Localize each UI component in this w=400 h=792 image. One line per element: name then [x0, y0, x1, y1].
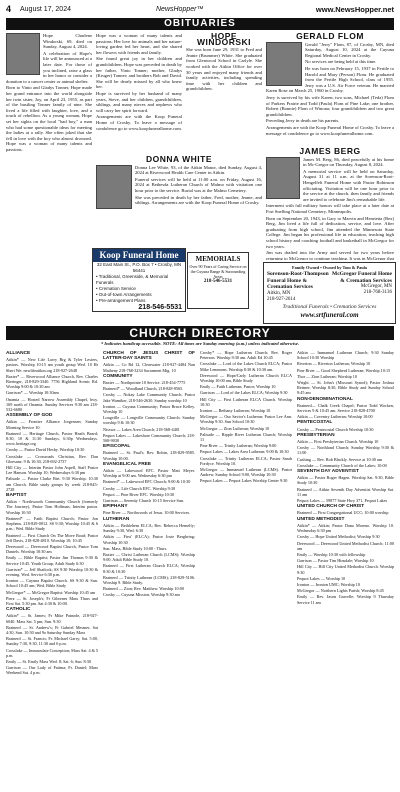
sorenson-right-phone: 218-768-3136: [363, 290, 392, 295]
church-listing: Sun. Mass, Bible Study 10:00 - Thurs.: [103, 545, 168, 551]
paragraph: Preceding Jerry in death are his parents.: [266, 118, 340, 124]
church-listing: Crosslake — Community Church of the Lakes; 10:00: [297, 462, 387, 468]
section-heading: CATHOLIC: [6, 607, 31, 613]
church-listing: Riverton — Riverton Lutheran; Worship 10: [297, 361, 371, 367]
church-listing: Ironton — Cuyuna Baptist Church. SS 9:30 & Sun. School 10:45 am; Wed. Bible Study: [6, 578, 98, 589]
hope-name: HOPE WINDORSKI: [196, 33, 252, 47]
church-listing: Crosby* — Hope Lutheran Church; Rev. Roger Peterson. Worship 9:30 am. Adult Ed 10:45: [200, 350, 292, 361]
sorenson-url[interactable]: www.srtfuneral.com: [300, 310, 359, 319]
church-listing: Crosby — Pastor David Hesby. Worship 10:30: [6, 447, 85, 453]
church-listing: Pequot — Pine River EFC. Worship 10:30: [103, 491, 175, 497]
section-heading: EPIPHANY: [103, 504, 128, 510]
church-listing: Deerwood — Deerwood Baptist Church, Pastor Tom Daniels. Worship 10:30 am: [6, 543, 98, 555]
church-banner-text: CHURCH DIRECTORY: [129, 326, 271, 340]
church-listing: McGregor — Zion Lutheran; Worship 10: [200, 425, 270, 431]
donna-name: DONNA WHITE: [145, 156, 213, 164]
paragraph: Hope Charlene Windorski, 69, died on Sunday, August 4, 2024.: [43, 33, 92, 50]
church-directory-banner: [6, 326, 394, 340]
church-listing: Emily — St. Emily Mass Wed. 8; Sat. 6; Sun. 8:30: [6, 658, 91, 664]
church-col-3: [200, 350, 292, 788]
church-listing: Garrison — Lord of the Lakes ELCA; Worship 9:30: [200, 390, 288, 396]
church-listing: Aitkin — Coventry Lutheran; Worship 10:00: [297, 414, 373, 420]
church-listing: Hill City — Hill City United Methodist Church. Worship 9:30: [297, 564, 394, 575]
church-listing: Palisade — Ripple River Lutheran Church; Worship 11: [200, 431, 292, 443]
sorenson-left-name: Sorenson-Root-Thompson Funeral Home & Cremation Services: [267, 271, 329, 290]
church-listing: McGregor — Immanuel Lutheran (LCMS). Pastor Andrew. Sunday School 9:00, Worship 10:30: [200, 467, 292, 478]
james-name: JAMES BERG: [299, 148, 361, 156]
church-listing: Wright — St. John's (Missouri Synod); Pastor Joshua Reimer; Worship 8:30, Bible Study and Sunday School 9:45 am: [297, 380, 394, 396]
church-listing: Aitkin* — St. James; Fr Mike Patnode, 218-927-6040. Mass Sat. 5 pm; Sun. 9:30: [6, 613, 98, 624]
church-listing: Hill City — First Lutheran ELCA Church. Worship 10:30: [200, 396, 292, 407]
section-heading: CHURCH OF JESUS CHRIST OF LATTER-DAY SAINTS: [103, 351, 195, 362]
church-listing: Garrison — Pastor Tim Hinsdale; Worship 10: [297, 558, 374, 564]
paragraph: Jim was drafted into the Army and served for two years before returning to McGregor to continue teaching. It was in McGregor that: [266, 250, 394, 260]
church-listing: Brainerd* — Lakewood EFC Church; 9:00 & 10:30: [103, 479, 191, 485]
paragraph: Born to Vinto and Gladys Tonner, Hope made her grand entrance into the world alongside her twin sister, Joy, on April 23, 1955, as part of the bustling Tonner family of nine. She lived a life filled with laughter, love, and a touch of rebellion. As a young woman, Hope set her sights on the local "bad boy," a man who had some questionable ideas for meeting the ladies at a rally. She often joked that she fell in love with the boy who almost drowned. Hope was a woman of many talents and passions.: [6, 85, 92, 152]
church-listing: Baxter — Christ Lutheran Church (LCMS); Worship 9:00. Adult Bible Study 10.: [103, 551, 195, 563]
list-item: • Cremation Service: [96, 286, 136, 291]
section-heading: UNITED METHODIST: [297, 516, 345, 522]
church-listing: Aitkin — Immanuel Lutheran Church; 9:30 Sunday School 10:30 Worship: [297, 350, 394, 361]
church-listing: Crosslake — Immaculate Conception; Mass Sat. 4 & 5 p.m.: [6, 647, 98, 658]
paragraph: Interment with full military honors will take place at a later date at Fort Snelling National Cemetery, Minneapolis.: [266, 203, 394, 214]
paragraph: James M. Berg, 86, died peacefully at his home in Mc-Gregor on Thursday, August 8, 2024.: [303, 156, 394, 168]
issue-date: August 17, 2024: [20, 6, 71, 13]
church-listing: Brainerd — First Church On The Move Road; Pastor Jeff Davis, 218-828-4810. Worship 10; 10:45: [6, 532, 98, 543]
section-heading: EPISCOPAL: [103, 444, 131, 450]
church-listing: Brainerd— Chalk Creek Chapel; Pastor Todd Wocken, Services 9 & 10:45 am. Service 218-828-4700: [297, 402, 394, 414]
church-listing: Pequot Lakes — Worship 10: [297, 575, 346, 581]
church-listing: Aitkin — Pastor Roger Hagen. Worship Sat. 9:30, Bible Study 10:30: [297, 475, 394, 486]
paragraph: Hope is survived by her husband of many years, Steve, and her children, grandchildren, siblings, and many nieces and nephews who will carry her spirit forward.: [96, 90, 182, 113]
sorenson-left: [267, 271, 329, 303]
paragraph: Gerald "Jerry" Flom, 87, of Crosby, MN, died Saturday, August 10, 2024 at the Cuyuna Regional Medical Center in Crosby.: [305, 41, 394, 58]
church-listing: Pequot Lakes — Lakes Area Lutheran; 9:00 & 10:30: [200, 449, 289, 455]
church-listing: Deerwood — Hope/Carly Lutheran Church ELCA Worship 10:00 am, Bible Study: [200, 372, 292, 384]
koop-title: Koop Funeral Home: [93, 249, 185, 262]
church-listing: Crosslake — Trinity Lutheran ELCA; Pastor Sarah Fordyce. Worship 10.: [200, 455, 292, 466]
church-listing: Longville — Longville Community Church; Sunday worship 9 & 10:30: [103, 415, 195, 426]
obit-james: [266, 148, 394, 260]
church-col-2: [103, 350, 195, 788]
church-listing: Emily — Bible Baptist; Pastor Jim Thomas 9:30 & Service 10:45. Youth Group, Adult Study 6:30: [6, 555, 98, 566]
paragraph: No services are being held at this time.: [305, 59, 377, 65]
church-listing: Brainerd — First Lutheran Church ELCA; Worship 8:30 & 10:30: [103, 563, 195, 574]
church-listing: Crosby — Pentecostal Church Worship 10:30: [297, 426, 374, 432]
page-number: 4: [6, 4, 12, 14]
sorenson-tagline-1: Traditional Funerals • Cremation Services: [282, 303, 377, 310]
church-listing: Pine River — Trinity Lutheran; Worship 9:00: [200, 443, 277, 449]
section-heading: PRESBYTERIAN: [297, 432, 335, 438]
church-listing: McGregor — Our Savior's Lutheran; Pastor Lee Ann. Worship 9:30. Sun School 10:30: [200, 414, 292, 425]
church-listing: Crosslake — Crossroads Christian, Rev. Dan Gloesanz. 9 & 10:30, 218-692-2737: [6, 453, 98, 464]
church-listing: Garrison* — Worship 10:30am: [6, 390, 59, 396]
sorenson-heading: Family Owned • Owned by Tom & Paula: [292, 265, 367, 270]
church-listing: Emily — Rev. Jason Gravelle; Worship 9 Thursday Service 11 am: [297, 594, 394, 605]
obituaries-banner-text: OBITUARIES: [164, 18, 236, 29]
paragraph: Donna Lee White, 93, of the Aitkin Manor, died Sunday, August 4, 2024 at Riverwood Health Care Center in Aitkin.: [135, 164, 262, 176]
church-listing: Ironton — Bethany Lutheran; Worship 10: [200, 408, 271, 414]
church-listing: Pine River — Northwoods of Jesus. 10:00 Services.: [103, 510, 191, 516]
church-listing: Brainerd — St. Francis; Fr. Michael Garry; Sat. 5:00, Sunday 7:30, 9:30, 11:30 and 6 p.m.: [6, 636, 98, 647]
paragraph: He was born on February 15, 1937 in Fertile to Harold and Mary (Person) Flom. He graduated from the Fertile High School, class of 1955. Jerry was a U.S. Air Force veteran. He married Karen Rose on March 25, 1960 in Crosby.: [266, 65, 394, 94]
obit-hope-col3: [186, 33, 262, 153]
church-listing: Pine River — Good Shepherd Lutheran; Worship 10:15: [297, 367, 391, 373]
section-heading: NON-DENOMINATIONAL: [297, 396, 353, 402]
sorenson-locations: [264, 270, 395, 304]
church-listing: Aitkin — Bethlehem ELCA; Rev. Rebecca Hemelfy; Sunday 9:30, Wed. 6:30: [103, 522, 195, 534]
church-listing: Brainerd* — Faith Baptist Church; Pastor Jon Stephens. 218-829-0012. SS 9:30; Worship 10:45 & 6 p.m.; Wed. Bible Study: [6, 515, 98, 532]
paragraph: She was born June 29, 1931 to Fred and Jeanie (Brummer) White. She graduated from Glenwood School in Carlyle. She worked with the Aitkin Office for over 30 years and enjoyed many friends and family activities, including spending time with her children and grandchildren.: [186, 47, 262, 92]
church-listing: Aitkin* — Aitkin; Pastor Dana Moreno. Worship 10. Wednesday 6:30 pm: [297, 522, 394, 534]
church-listing: Aitkin - Northwoods Community Church (formerly The Journey), Pastor Tom Hoffman, Interim pastor. Worship 10:30: [6, 499, 98, 515]
section-heading: COMMUNITY: [103, 373, 133, 379]
page-header: [6, 4, 394, 16]
church-listing: Pequot Lakes — Pequot Lakes Worship Center 9:30: [200, 478, 288, 484]
church-listing: Brainerd — Aitkin Seventh Day Adventist Worship Sat. 11 am: [297, 486, 394, 497]
church-listing: Aitkin — First Presbyterian Church. Worship 10: [297, 439, 379, 445]
section-heading: EVANGELICAL FREE: [103, 461, 152, 467]
church-listing: Pierz — St. Joseph's; Fr Gibrenes Mass Thurs and First Sat. 5:30 pm. Sat 4:30 & 10:00.: [6, 595, 98, 606]
church-listing: Brainerd — Trinity Lutheran (LCMS); 218-829-5106. Worship 9. Bible Study.: [103, 574, 195, 585]
church-listing: Aitkin — Frontier Alliance Jorgensen; Sunday Morning Service 10.: [6, 419, 98, 430]
sorenson-funeral-ad[interactable]: [263, 262, 396, 324]
church-listing: Brainerd* — Woodland Church, 218-828-9565.: [103, 386, 184, 392]
church-listing: Aitkin — Lakewood EFC. Pastor Matt Meyer. Worship at 9:00 am. Wednesday 6:30 pm: [103, 468, 195, 479]
koop-phone: 218-546-5531: [138, 304, 182, 311]
church-listing: Brainerd — Heritage Church, Pastor Heath Beard; 8:30, 10 & 11:30 Sundays, 6:30p Wednesdays. www.heritage.org: [6, 430, 98, 447]
church-listing: Aitkin — Co Rd 12, Clearwater 218-927-4484 Nan Matheny 218-768-3234 Sacrament Mtg. 10: [103, 362, 195, 373]
website-url[interactable]: www.NewsHopper.net: [315, 5, 394, 14]
church-listing: Pequot Lakes — 59877 State Hwy 371, Pequot Lakes: [297, 498, 388, 504]
church-listing: Baxter — Northpointe 10 Service. 218-454-7775: [103, 380, 186, 386]
section-heading: PENTECOSTAL: [297, 420, 333, 426]
church-listing: Nisswa — Lakes Area Church; 218-568-4481: [103, 426, 180, 432]
church-listing: Crosby — Nokay Lake Community Church; Pastor Jake Wamiker, 218-546-2630. Sunday worship 10: [103, 392, 195, 403]
section-heading: ALLIANCE: [6, 351, 31, 356]
church-listing: Ironton — Cuyuna Community; Pastor Bruce Kelley. Worship 10: [103, 403, 195, 415]
church-listing: Emily — Worship 10:30 with fellowship: [297, 551, 366, 557]
church-listing: Garrison — Serenity Church 10:15 Service Sun.: [103, 498, 185, 504]
list-item: • Pre-arrangement Plans: [96, 298, 146, 303]
paragraph: Funeral services will be held at 11:00 a.m. on Friday, August 16, 2024 at Bethesda Lutheran Church of Malmo with visitation one hour prior to the service. Burial was at the Malmo Cemetery.: [135, 176, 262, 193]
memorials-subtitle: Over 90 Years of Caring Service on the Cuyuna Range & Surrounding Areas: [189, 264, 247, 279]
church-listing: Garrison — Our Lady of Fatima; Fr. Daniel; Mass Weekend Sat. 4 p.m.: [6, 665, 98, 676]
sorenson-left-city: Aitkin, MN: [267, 290, 291, 296]
section-heading: BAPTIST: [6, 493, 27, 499]
church-listing: Emily — Faith Lutheran; Pastor; Worship 10: [200, 384, 276, 390]
koop-funeral-ad[interactable]: [92, 248, 186, 312]
church-listing: Cushing — Rev. Bob Blackly. Service at 10:30 am: [297, 456, 383, 462]
church-listing: Brainerd — St. Paul's; Rev. Robin, 218-829-9585. Worship 10:00.: [103, 450, 195, 461]
memorials-title: MEMORIALS: [195, 255, 241, 263]
church-col-4: [297, 350, 394, 788]
paragraph: Born on September 20, 1943, in Gary to Marvin and Henrietta (Rex) Berg, Jim lived a life full of dedication, service, and love. After graduating from high school, Jim attended the Minnesota State College. Jim began his professional life in education, teaching high school history and coaching football and basketball in McGregor for two years.: [266, 215, 394, 249]
sorenson-right: [330, 271, 392, 303]
paragraph: Hope was a woman of many talents and passions. Her love for animals and her nature-loving garden fed her heart, and she shared her flowers with friends and family.: [96, 33, 182, 55]
obit-hope-col2: [96, 33, 182, 153]
paragraph: Arrangements are with the Koop Funeral Home of Crosby. To leave a message of condolence go to www.koopfuneralhome.com.: [96, 114, 182, 131]
hope-photo: [6, 33, 40, 75]
paragraph: Arrangements are with the Koop Funeral Home of Crosby. To leave a message of condolence go to www.koopfuneralhome.com.: [266, 124, 394, 136]
church-listing: Brainerd — St. Andrew's; Fr Gabriel Mesmer, Sat 4:30, Sun. 10:30 and 9a Saturday Sunday Mass: [6, 624, 98, 635]
james-photo: [266, 157, 300, 199]
obituaries-banner: [6, 18, 394, 30]
paragraph: A celebration of Hope's life will be announced at a later date. For those of you inclined, raise a glass in her honor or consider a donation to a cancer center or animal shelter.: [6, 50, 92, 84]
church-listing: Deerwood — Deerwood United Methodist Church; 11:00 am: [297, 540, 394, 551]
church-listing: Ironton — Ironton UMC; Worship 10: [297, 581, 360, 587]
paragraph: A memorial service will be held on Saturday, August 31 at 11 a.m. at the Sorenson-Root-Hengelfelt Funeral Home with Pastor Robinson officiating. Visitation will be one hour prior to the service at the church, then family and friends are invited to celebrate Jim's remarkable life.: [303, 168, 394, 202]
sorenson-right-name: McGregor Funeral Home & Cremation Services: [332, 271, 392, 284]
church-listing: Crosby — Cuyuna Mission, Worship 9:30 am: [103, 592, 180, 598]
church-listing: Crosby — Hope United Methodist; Worship 9:30: [297, 534, 380, 540]
church-listing: Crosby — Life Church EFC. Worship 9:30: [103, 485, 176, 491]
church-col-1: [6, 350, 98, 788]
church-listing: Garrison* — Jeff Shatlock; SS 9:30 Worship 10:30 & evening. Wed. Service 6:30 p.m.: [6, 566, 98, 577]
list-item: • Traditional, Greenside, & Memorial Funerals: [96, 274, 169, 285]
memorials-ad[interactable]: [187, 252, 249, 309]
church-listing: Brainerd — Zion; Rev. Matthew. Worship 10:00: [103, 586, 184, 592]
donna-photo: [96, 165, 132, 209]
gerald-name: GERALD FLOM: [296, 33, 364, 41]
gerald-photo: [266, 42, 302, 86]
obit-donna: [96, 156, 262, 246]
church-listing: McGregor* — McGregor Baptist: Worship 10:45 am: [6, 589, 96, 595]
church-listing: Aitkin — First' (ELCA); Pastor Josie Bergbring; Worship 10:30: [103, 534, 195, 545]
paragraph: She was preceded in death by her father, Fred, mother, Jeanie, and siblings. Arrangements are with the Koop Funeral Home of Crosby.: [135, 194, 262, 206]
church-listing: Hill City — Interim Pastor John Aspell, Staff Pastor Lee Hanson. Worship 10; Wednesdays 6:30 pm: [6, 465, 98, 476]
obit-gerald: [266, 33, 394, 145]
section-heading: ASSEMBLY OF GOD: [6, 413, 53, 419]
koop-services: [93, 274, 185, 304]
church-listing: Palisade — Pastor Clarke Birt. 9:30 Worship. 10:30 am Church. Bible study groups by week 218-845-2728: [6, 476, 98, 492]
section-heading: LUTHERAN: [103, 516, 130, 522]
church-listing: Crosslake — Lord of the Lakes Church ELCA; Pastor Mike Lemmons. Worship 8:30 & 10:30 am.: [200, 361, 292, 372]
list-item: • Out-of-town Arrangements: [96, 292, 152, 297]
church-listing: McGregor — Northern Lights Parish; Worship 8:45: [297, 588, 384, 594]
newspaper-name: NewsHopper™: [156, 6, 204, 13]
sorenson-right-city: McGregor, MN: [360, 284, 392, 289]
section-heading: SEVENTH DAY ADVENTIST: [297, 469, 359, 475]
paragraph: Jerry is survived by his wife Karen; two sons, Michael (Teda) Flom of Parkers Prairie and Todd (Paula) Flom of Pine Lake; one brother, Robert (Bonnie) Flom of Winona; four grandchildren and two great grandchildren.: [266, 94, 394, 117]
church-listing: Brainerd — First Congregational UCC; 10:00 worship: [297, 510, 389, 516]
church-listing: Onamia — Hosted Narrow Assembly Chapel, hwy. 169 north of Onamia. Sunday Services 9:30 am 218-532-6680: [6, 396, 98, 413]
church-listing: Crosby — Northland Church; Sunday Worship 9:30 & 11:00: [297, 445, 394, 456]
obit-hope-col1: [6, 33, 92, 321]
section-heading: UNITED CHURCH OF CHRIST: [297, 504, 365, 510]
church-listing: Pequot Lakes — Lakeshore Community Church; 218-568-9030: [103, 432, 195, 444]
sorenson-left-phone: 218-927-2614: [267, 296, 296, 302]
church-listing: Baxter* — Riverwood Alliance Church, Rev. Charles Bieringer, 218-829-3340. 7756 Highland Scenic Rd. Worship 9:00 & 10:30 am: [6, 373, 98, 390]
church-listing: Aitkin* — New Life Lorry Brg & Tyler Lesters, pastors. Worship 10:15 am youth group Wed. 10 Hr Sheri We: newlifeaitkin.org 218-927-2648: [6, 357, 98, 373]
memorials-phone: 218-546-5531: [203, 279, 233, 284]
church-notice: * Indicates handicap accessible. NOTE: All times are Sunday morning (a.m.) unless indicated otherwise.: [100, 341, 300, 346]
koop-address: 32 East Main St., P.O. Box 7 • Crosby, MN 56441: [96, 262, 182, 273]
paragraph: She found great joy in her children and grandchildren. Hope was preceded in death by her father, Vinto Tonner; mother, Gladys (Kruger) Tonner; and brothers Bob and David. She will be dearly missed by all who knew her.: [96, 56, 182, 90]
church-listing: Thor — Zion Lutheran; Worship 10: [297, 373, 357, 379]
